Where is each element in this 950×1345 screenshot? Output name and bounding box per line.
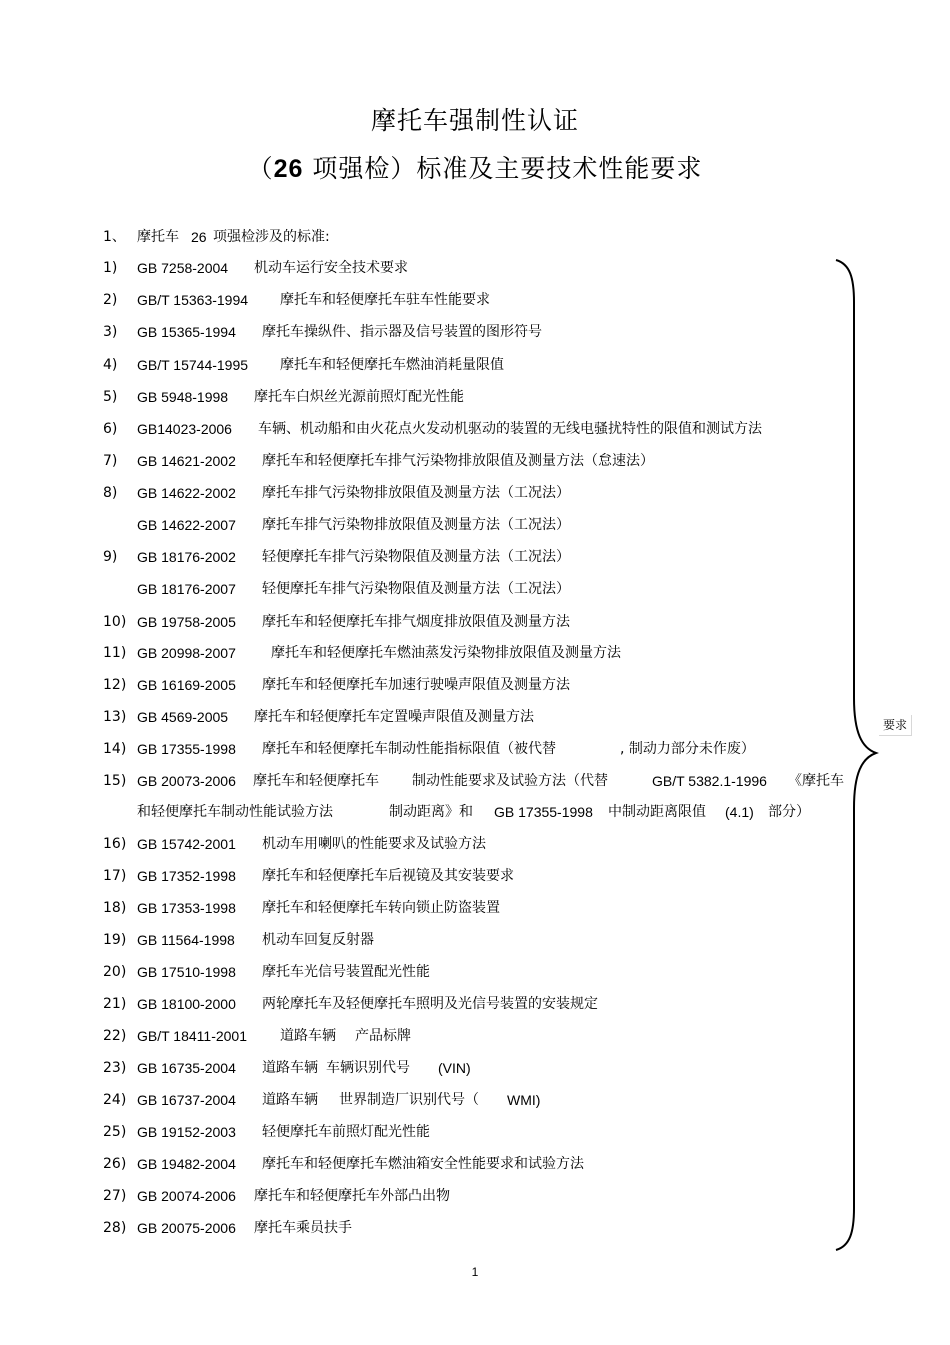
standard-name: 摩托车和轻便摩托车排气烟度排放限值及测量方法 xyxy=(262,614,570,630)
standard-code: GB/T 15744-1995 xyxy=(137,357,249,373)
standard-name: 轻便摩托车排气污染物限值及测量方法（工况法） xyxy=(262,581,570,597)
standard-code: GB 16737-2004 xyxy=(137,1092,236,1108)
standard-code: GB 20998-2007 xyxy=(137,645,236,661)
standard-code: GB 17355-1998 xyxy=(137,741,236,757)
standard-name-tail: 车辆识别代号 xyxy=(326,1060,410,1076)
standard-name: 摩托车和轻便摩托车燃油蒸发污染物排放限值及测量方法 xyxy=(271,645,621,661)
standard-number: 13) xyxy=(103,709,127,725)
standard-name: 摩托车白炽丝光源前照灯配光性能 xyxy=(254,389,464,405)
standard-name-end: 部分） xyxy=(768,804,810,820)
standard-code: GB/T 15363-1994 xyxy=(137,292,249,308)
standard-number: 11) xyxy=(103,645,127,661)
standard-number: 14) xyxy=(103,741,127,757)
standard-name: 摩托车操纵件、指示器及信号装置的图形符号 xyxy=(262,324,542,340)
standard-code: GB 20075-2006 xyxy=(137,1220,236,1236)
standard-code: GB 5948-1998 xyxy=(137,389,229,405)
standard-name: 摩托车排气污染物排放限值及测量方法（工况法） xyxy=(262,517,570,533)
standard-name-tail: 《摩托车 xyxy=(788,773,844,789)
standard-number: 8) xyxy=(103,485,118,501)
standard-name: 摩托车和轻便摩托车燃油箱安全性能要求和试验方法 xyxy=(262,1156,584,1172)
standard-continuation: 和轻便摩托车制动性能试验方法 xyxy=(137,804,333,820)
standard-number: 24) xyxy=(103,1092,127,1108)
standard-reference: (VIN) xyxy=(438,1060,471,1076)
standard-reference: GB 17355-1998 xyxy=(494,804,593,820)
standard-number: 5) xyxy=(103,389,118,405)
standard-name: 道路车辆 xyxy=(262,1092,318,1108)
standard-name: 摩托车和轻便摩托车燃油消耗量限值 xyxy=(280,357,504,373)
standard-number: 6) xyxy=(103,421,118,437)
standard-name: 摩托车和轻便摩托车 xyxy=(253,773,379,789)
standard-name: 摩托车和轻便摩托车后视镜及其安装要求 xyxy=(262,868,514,884)
standard-name: 摩托车排气污染物排放限值及测量方法（工况法） xyxy=(262,485,570,501)
standard-code: GB 17352-1998 xyxy=(137,868,236,884)
standard-code: GB14023-2006 xyxy=(137,421,232,437)
standard-number: 15) xyxy=(103,773,127,789)
standard-name: 摩托车和轻便摩托车驻车性能要求 xyxy=(280,292,490,308)
standard-name: 摩托车乘员扶手 xyxy=(254,1220,352,1236)
standard-number: 1) xyxy=(103,260,118,276)
standard-name: 摩托车和轻便摩托车转向锁止防盗装置 xyxy=(262,900,500,916)
standard-reference: WMI) xyxy=(507,1092,541,1108)
document-subtitle xyxy=(0,149,950,185)
standard-number: 25) xyxy=(103,1124,127,1140)
standard-name-tail: 产品标牌 xyxy=(355,1028,411,1044)
standard-name-mid: 制动性能要求及试验方法（代替 xyxy=(412,773,608,789)
standard-number: 12) xyxy=(103,677,127,693)
standard-number: 18) xyxy=(103,900,127,916)
standard-name: 摩托车和轻便摩托车排气污染物排放限值及测量方法（怠速法） xyxy=(262,453,654,469)
standard-number: 9) xyxy=(103,549,118,565)
standard-code: GB 4569-2005 xyxy=(137,709,229,725)
standard-name: 车辆、机动船和由火花点火发动机驱动的装置的无线电骚扰特性的限值和测试方法 xyxy=(258,421,762,437)
standard-number: 19) xyxy=(103,932,127,948)
standard-code: GB 19152-2003 xyxy=(137,1124,236,1140)
standard-name-tail: 世界制造厂识别代号（ xyxy=(339,1092,479,1108)
subtitle-open-paren: （ xyxy=(247,154,274,183)
standard-code: GB 18176-2002 xyxy=(137,549,236,565)
standard-code: GB 7258-2004 xyxy=(137,260,229,276)
standard-code: GB 16735-2004 xyxy=(137,1060,236,1076)
standard-name-tail: 中制动距离限值 xyxy=(608,804,706,820)
intro-count: 26 xyxy=(191,229,207,245)
standard-name: 轻便摩托车排气污染物限值及测量方法（工况法） xyxy=(262,549,570,565)
curly-brace xyxy=(820,258,880,1253)
intro-text: 摩托车 xyxy=(137,229,179,245)
standard-code: GB 18176-2007 xyxy=(137,581,236,597)
standard-name: 机动车回复反射器 xyxy=(262,932,374,948)
standard-name: 轻便摩托车前照灯配光性能 xyxy=(262,1124,430,1140)
standard-code: GB 20073-2006 xyxy=(137,773,236,789)
standard-number: 23) xyxy=(103,1060,127,1076)
standard-number: 26) xyxy=(103,1156,127,1172)
standard-name: 摩托车光信号装置配光性能 xyxy=(262,964,430,980)
standard-number: 3) xyxy=(103,324,118,340)
standard-code: GB 15365-1994 xyxy=(137,324,236,340)
standard-number: 16) xyxy=(103,836,127,852)
intro-number: 1、 xyxy=(103,229,126,245)
standard-name: 摩托车和轻便摩托车加速行驶噪声限值及测量方法 xyxy=(262,677,570,693)
standard-code: GB 19482-2004 xyxy=(137,1156,236,1172)
standard-clause: (4.1) xyxy=(725,804,754,820)
standard-code: GB 18100-2000 xyxy=(137,996,236,1012)
standard-name: 摩托车和轻便摩托车定置噪声限值及测量方法 xyxy=(254,709,534,725)
standard-name: 机动车运行安全技术要求 xyxy=(254,260,408,276)
standard-name-tail: , 制动力部分未作废） xyxy=(620,741,755,757)
standard-name: 摩托车和轻便摩托车外部凸出物 xyxy=(254,1188,450,1204)
standard-code: GB 14621-2002 xyxy=(137,453,236,469)
standard-code: GB 20074-2006 xyxy=(137,1188,236,1204)
standard-number: 7) xyxy=(103,453,118,469)
standard-code: GB 17510-1998 xyxy=(137,964,236,980)
standard-number: 22) xyxy=(103,1028,127,1044)
standard-name: 两轮摩托车及轻便摩托车照明及光信号装置的安装规定 xyxy=(262,996,598,1012)
standard-number: 27) xyxy=(103,1188,127,1204)
subtitle-text: 项强检）标准及主要技术性能要求 xyxy=(303,154,703,183)
standard-number: 21) xyxy=(103,996,127,1012)
standard-number: 28) xyxy=(103,1220,127,1236)
standard-code: GB 19758-2005 xyxy=(137,614,236,630)
standard-number: 20) xyxy=(103,964,127,980)
standard-code: GB 17353-1998 xyxy=(137,900,236,916)
standard-name: 摩托车和轻便摩托车制动性能指标限值（被代替 xyxy=(262,741,556,757)
standard-number: 2) xyxy=(103,292,118,308)
standard-code: GB 14622-2007 xyxy=(137,517,236,533)
standard-number: 10) xyxy=(103,614,127,630)
page-number: 1 xyxy=(471,1265,479,1279)
standard-code: GB 15742-2001 xyxy=(137,836,236,852)
standard-number: 17) xyxy=(103,868,127,884)
standard-reference: GB/T 5382.1-1996 xyxy=(652,773,767,789)
standard-number: 4) xyxy=(103,357,118,373)
document-title: 摩托车强制性认证 xyxy=(370,106,579,135)
standard-code: GB/T 18411-2001 xyxy=(137,1028,248,1044)
subtitle-number: 26 xyxy=(273,155,304,183)
standard-name: 机动车用喇叭的性能要求及试验方法 xyxy=(262,836,486,852)
intro-text-2: 项强检涉及的标准: xyxy=(213,229,330,245)
standard-code: GB 16169-2005 xyxy=(137,677,236,693)
brace-label: 要求 xyxy=(879,715,912,736)
standard-name: 道路车辆 xyxy=(280,1028,336,1044)
standard-name: 制动距离》和 xyxy=(389,804,473,820)
standard-code: GB 14622-2002 xyxy=(137,485,236,501)
standard-code: GB 11564-1998 xyxy=(137,932,235,948)
standard-name: 道路车辆 xyxy=(262,1060,318,1076)
